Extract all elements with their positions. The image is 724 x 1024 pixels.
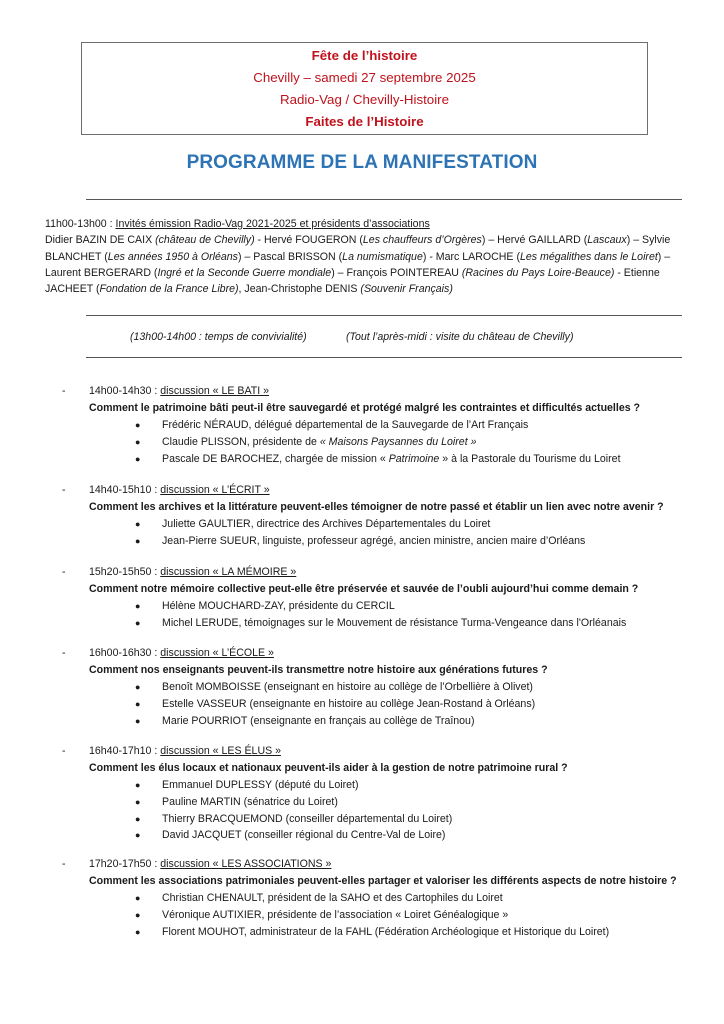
- session-header: [62, 645, 712, 662]
- bullet-icon: ●: [135, 780, 141, 790]
- session-header: [62, 743, 712, 760]
- bullet-icon: ●: [135, 715, 141, 726]
- session-time: 15h20-15h50 :: [89, 566, 161, 578]
- dash-marker: -: [62, 566, 66, 578]
- text: Hélène MOUCHARD-ZAY, présidente du CERCIL: [162, 600, 395, 612]
- text: Véronique AUTIXIER, présidente de l’association « Loiret Généalogique »: [162, 908, 509, 921]
- session-label: discussion « LA MÉMOIRE »: [160, 566, 297, 578]
- speaker-item: [62, 907, 712, 924]
- italic-text: Patrimoine: [388, 452, 440, 465]
- bullet-icon: ●: [135, 601, 141, 611]
- morning-guests: [45, 234, 670, 295]
- text: David JACQUET (conseiller régional du Centre-Val de Loire): [162, 829, 446, 842]
- italic-text: « Maisons Paysannes du Loiret »: [319, 435, 477, 448]
- italic-text: Fondation de la France Libre): [99, 283, 239, 296]
- session-header: [62, 383, 712, 400]
- divider: [86, 357, 682, 358]
- text: Didier BAZIN DE CAIX: [45, 234, 156, 247]
- text: - Etienne JACHEET (: [45, 266, 660, 296]
- italic-text: Les mégalithes dans le Loiret: [519, 250, 658, 263]
- discussion-session: [62, 383, 712, 467]
- italic-text: Les années 1950 à Orléans: [107, 250, 238, 263]
- session-header: [62, 856, 712, 873]
- italic-text: Les chauffeurs d’Orgères: [362, 234, 482, 247]
- text: Benoît MOMBOISSE (enseignant en histoire au collège de l’Orbellière à Olivet): [162, 681, 533, 693]
- speaker-item: [62, 827, 712, 844]
- speaker-item: [62, 615, 712, 632]
- speaker-list: [62, 890, 712, 940]
- event-organizers: Radio-Vag / Chevilly-Histoire: [280, 92, 449, 107]
- text: Pascale DE BAROCHEZ, chargée de mission «: [162, 452, 389, 465]
- session-question: Comment les élus locaux et nationaux peuvent-ils aider à la gestion de notre patrimoine rural ?: [89, 762, 568, 774]
- dash-marker: -: [62, 484, 66, 496]
- speaker-item: [62, 679, 712, 696]
- session-question: Comment les archives et la littérature peuvent-elles témoigner de notre passé et établir un lien avec notre avenir ?: [89, 501, 664, 513]
- text: » à la Pastorale du Tourisme du Loiret: [439, 452, 621, 465]
- text: ) - Marc LAROCHE (: [422, 250, 520, 263]
- italic-text: Lascaux: [587, 234, 627, 247]
- bullet-icon: ●: [135, 796, 141, 807]
- event-tagline: Faites de l’Histoire: [305, 114, 424, 129]
- speaker-list: [62, 777, 712, 844]
- text: ) – Sylvie BLANCHET (: [45, 234, 671, 263]
- text: Thierry BRACQUEMOND (conseiller départemental du Loiret): [162, 812, 453, 825]
- discussion-session: [62, 743, 712, 844]
- speaker-item: [62, 794, 712, 811]
- divider: [86, 315, 682, 316]
- session-time: 16h00-16h30 :: [89, 647, 161, 659]
- event-name: Fête de l’histoire: [311, 48, 418, 63]
- text: Claudie PLISSON, présidente de: [162, 435, 320, 448]
- italic-text: Ingré et la Seconde Guerre mondiale: [157, 266, 332, 279]
- session-header: [62, 482, 712, 499]
- bullet-icon: ●: [135, 926, 141, 937]
- session-label: discussion « LES ÉLUS »: [160, 745, 281, 757]
- text: Pauline MARTIN (sénatrice du Loiret): [162, 795, 338, 808]
- morning-time: 11h00-13h00 :: [45, 218, 116, 230]
- session-label: discussion « L’ÉCOLE »: [160, 647, 274, 659]
- speaker-list: [62, 417, 712, 467]
- morning-session: [45, 216, 695, 297]
- session-label: discussion « L’ÉCRIT »: [160, 484, 270, 496]
- session-label: discussion « LES ASSOCIATIONS »: [160, 858, 332, 870]
- dash-marker: -: [62, 385, 66, 397]
- speaker-list: [62, 516, 712, 550]
- bullet-icon: ●: [135, 909, 141, 920]
- text: ) – Pascal BRISSON (: [237, 250, 343, 263]
- italic-text: (Souvenir Français): [360, 283, 453, 296]
- bullet-icon: ●: [135, 893, 141, 903]
- divider: [86, 199, 682, 200]
- text: Christian CHENAULT, président de la SAHO et des Cartophiles du Loiret: [162, 892, 503, 904]
- bullet-icon: ●: [135, 617, 141, 628]
- page-title: PROGRAMME DE LA MANIFESTATION: [186, 152, 538, 173]
- italic-text: (château de Chevilly): [155, 234, 255, 247]
- text: , Jean-Christophe DENIS: [238, 283, 361, 296]
- speaker-list: [62, 598, 712, 632]
- discussion-session: [62, 856, 712, 940]
- speaker-item: [62, 533, 712, 550]
- bullet-icon: ●: [135, 519, 141, 529]
- session-time: 17h20-17h50 :: [89, 858, 161, 870]
- castle-visit-note: (Tout l’après-midi : visite du château de Chevilly): [346, 331, 574, 343]
- bullet-icon: ●: [135, 420, 141, 430]
- text: - Hervé FOUGERON (: [254, 234, 363, 247]
- bullet-icon: ●: [135, 453, 141, 464]
- discussion-session: [62, 564, 712, 632]
- text: Estelle VASSEUR (enseignante en histoire au collège Jean-Rostand à Orléans): [162, 697, 536, 710]
- italic-text: (Racines du Pays Loire-Beauce): [461, 266, 615, 279]
- speaker-item: [62, 713, 712, 730]
- session-question: Comment les associations patrimoniales peuvent-elles partager et valoriser les différents aspects de notre histoire ?: [89, 875, 677, 887]
- speaker-item: [62, 598, 712, 615]
- bullet-icon: ●: [135, 813, 141, 824]
- session-time: 14h00-14h30 :: [89, 385, 161, 397]
- text: Emmanuel DUPLESSY (député du Loiret): [162, 779, 359, 791]
- speaker-item: [62, 924, 712, 941]
- bullet-icon: ●: [135, 698, 141, 709]
- text: Jean-Pierre SUEUR, linguiste, professeur agrégé, ancien ministre, ancien maire d’Orléans: [162, 534, 586, 547]
- morning-heading: Invités émission Radio-Vag 2021-2025 et présidents d’associations: [115, 218, 430, 230]
- dash-marker: -: [62, 745, 66, 757]
- session-question: Comment le patrimoine bâti peut-il être sauvegardé et protégé malgré les contraintes et difficultés actuelles ?: [89, 402, 641, 414]
- event-date: Chevilly – samedi 27 septembre 2025: [253, 70, 476, 85]
- session-question: Comment notre mémoire collective peut-elle être préservée et sauvée de l’oubli aujourd’hui comme demain ?: [89, 583, 639, 595]
- speaker-item: [62, 890, 712, 907]
- session-question: Comment nos enseignants peuvent-ils transmettre notre histoire aux générations futures ?: [89, 664, 548, 676]
- speaker-list: [62, 679, 712, 729]
- text: Frédéric NÉRAUD, délégué départemental de la Sauvegarde de l’Art Français: [162, 419, 529, 431]
- lunch-break-note: (13h00-14h00 : temps de convivialité): [130, 331, 307, 343]
- session-header: [62, 564, 712, 581]
- bullet-icon: ●: [135, 436, 141, 447]
- speaker-item: [62, 696, 712, 713]
- bullet-icon: ●: [135, 830, 141, 841]
- bullet-icon: ●: [135, 682, 141, 692]
- speaker-item: [62, 811, 712, 828]
- speaker-item: [62, 777, 712, 794]
- speaker-item: [62, 417, 712, 434]
- text: Marie POURRIOT (enseignante en français au collège de Traînou): [162, 714, 475, 727]
- discussion-session: [62, 482, 712, 550]
- text: ) – Laurent BERGERARD (: [45, 250, 671, 279]
- session-time: 14h40-15h10 :: [89, 484, 161, 496]
- event-header-box: [81, 42, 648, 135]
- text: ) – Hervé GAILLARD (: [481, 234, 588, 247]
- text: Florent MOUHOT, administrateur de la FAHL (Fédération Archéologique et Historique du Loiret): [162, 925, 610, 938]
- speaker-item: [62, 434, 712, 451]
- speaker-item: [62, 516, 712, 533]
- session-label: discussion « LE BATI »: [160, 385, 270, 397]
- discussion-session: [62, 645, 712, 729]
- dash-marker: -: [62, 858, 66, 870]
- text: Juliette GAULTIER, directrice des Archives Départementales du Loiret: [162, 518, 491, 530]
- speaker-item: [62, 451, 712, 468]
- session-time: 16h40-17h10 :: [89, 745, 161, 757]
- bullet-icon: ●: [135, 535, 141, 546]
- italic-text: La numismatique: [342, 250, 423, 263]
- text: Michel LERUDE, témoignages sur le Mouvement de résistance Turma-Vengeance dans l'Orléanais: [162, 616, 627, 629]
- dash-marker: -: [62, 647, 66, 659]
- text: ) – François POINTEREAU: [331, 266, 462, 279]
